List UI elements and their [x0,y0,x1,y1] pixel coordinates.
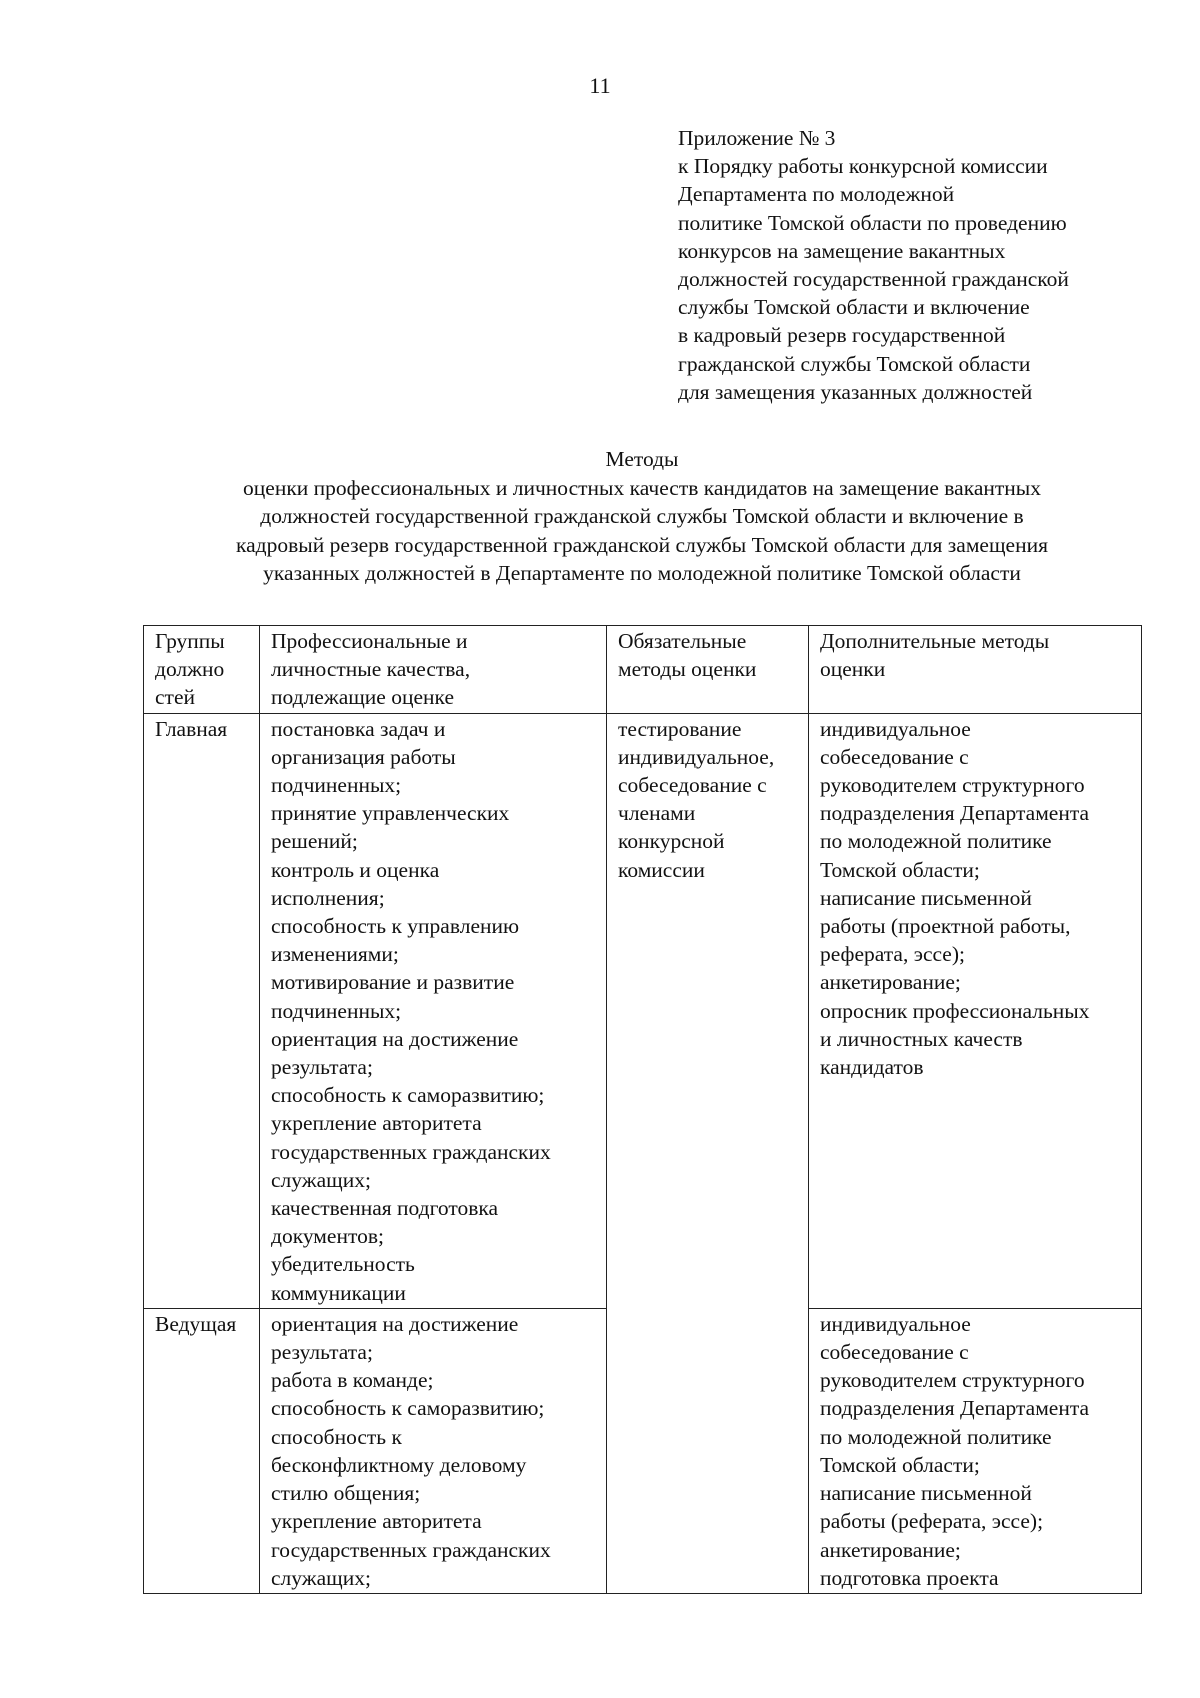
header-line: методы оценки [618,657,757,682]
cell-line: индивидуальное [820,1311,971,1336]
cell-line: постановка задач и [271,716,446,741]
cell-line: решений; [271,829,358,854]
cell-line: качественная подготовка [271,1196,499,1221]
cell-line: и личностных качеств [820,1026,1023,1051]
cell-line: служащих; [271,1565,371,1590]
appendix-line: для замещения указанных должностей [678,379,1033,404]
appendix-line: конкурсов на замещение вакантных [678,238,1006,263]
cell-line: индивидуальное [820,716,971,741]
cell-line: государственных гражданских [271,1537,551,1562]
cell-line: собеседование с [820,1340,969,1365]
header-line: стей [155,685,195,710]
mandatory-methods-cell [607,713,809,1593]
cell-line: подчиненных; [271,773,402,798]
cell-line: способность к управлению [271,914,520,939]
additional-methods-cell [809,713,1142,1308]
cell-line: руководителем структурного [820,1368,1085,1393]
appendix-line: политике Томской области по проведению [678,210,1067,235]
cell-line: Томской области; [820,857,980,882]
cell-line: результата; [271,1055,373,1080]
appendix-line: службы Томской области и включение [678,295,1030,320]
cell-line: изменениями; [271,942,399,967]
cell-line: по молодежной политике [820,1424,1052,1449]
cell-line: результата; [271,1340,373,1365]
header-line: Дополнительные методы [820,629,1050,653]
appendix-line: в кадровый резерв государственной [678,323,1006,348]
header-line: личностные качества, [271,657,471,682]
cell-line: работы (реферата, эссе); [820,1509,1044,1534]
appendix-line: Приложение № 3 [678,126,836,150]
cell-line: написание письменной [820,1481,1032,1506]
cell-line: комиссии [618,857,705,882]
page-number: 11 [589,73,611,98]
header-line: оценки [820,657,886,682]
cell-line: написание письменной [820,885,1032,910]
cell-line: членами [618,801,696,826]
cell-line: укрепление авторитета [271,1111,482,1136]
cell-line: ориентация на достижение [271,1311,519,1336]
cell-line: контроль и оценка [271,857,440,882]
table-header-row [144,626,1142,714]
additional-methods-cell [809,1308,1142,1593]
header-cell-additional [809,626,1142,714]
methods-table [143,625,1142,1594]
cell-line: собеседование с [820,744,969,769]
cell-line: мотивирование и развитие [271,970,515,995]
cell-line: государственных гражданских [271,1139,551,1164]
cell-line: бесконфликтному деловому [271,1452,527,1477]
appendix-line: к Порядку работы конкурсной комиссии [678,154,1048,179]
header-line: должно [155,657,225,682]
group-cell: Ведущая [144,1308,260,1593]
appendix-reference [678,124,1138,406]
header-cell-groups [144,626,260,714]
qualities-cell [260,1308,607,1593]
table-row [144,713,1142,1308]
cell-line: по молодежной политике [820,829,1052,854]
cell-line: подчиненных; [271,998,402,1023]
title-line: должностей государственной гражданской службы Томской области и включение в [260,504,1024,528]
title-heading: Методы [605,447,679,471]
header-cell-qualities [260,626,607,714]
header-line: Профессиональные и [271,629,468,653]
header-line: Обязательные [618,629,747,653]
cell-line: конкурсной [618,829,725,854]
cell-line: служащих; [271,1167,371,1192]
cell-line: Томской области; [820,1452,980,1477]
header-line: Группы [155,629,225,653]
cell-line: исполнения; [271,885,385,910]
group-cell: Главная [144,713,260,1308]
cell-line: анкетирование; [820,1537,961,1562]
cell-line: работа в команде; [271,1368,434,1393]
header-line: подлежащие оценке [271,685,454,710]
cell-line: подразделения Департамента [820,1396,1090,1421]
cell-line: руководителем структурного [820,773,1085,798]
qualities-cell [260,713,607,1308]
title-line: указанных должностей в Департаменте по молодежной политике Томской области [263,561,1021,585]
cell-line: способность к [271,1424,402,1449]
cell-line: организация работы [271,744,456,769]
cell-line: кандидатов [820,1055,924,1080]
cell-line: работы (проектной работы, [820,914,1071,939]
cell-line: собеседование с [618,773,767,798]
cell-line: документов; [271,1224,384,1249]
cell-line: подразделения Департамента [820,801,1090,826]
cell-line: стилю общения; [271,1481,421,1506]
title-line: кадровый резерв государственной гражданской службы Томской области для замещения [236,532,1048,557]
document-title [0,445,1200,588]
cell-line: тестирование [618,716,742,741]
cell-line: принятие управленческих [271,801,510,826]
cell-line: реферата, эссе); [820,942,965,967]
appendix-line: гражданской службы Томской области [678,351,1031,376]
header-cell-mandatory [607,626,809,714]
cell-line: анкетирование; [820,970,961,995]
cell-line: коммуникации [271,1280,406,1305]
cell-line: способность к саморазвитию; [271,1083,545,1108]
cell-line: способность к саморазвитию; [271,1396,545,1421]
cell-line: индивидуальное, [618,744,775,769]
cell-line: укрепление авторитета [271,1509,482,1534]
appendix-line: должностей государственной гражданской [678,267,1069,292]
cell-line: подготовка проекта [820,1565,999,1590]
title-line: оценки профессиональных и личностных качеств кандидатов на замещение вакантных [243,475,1041,500]
appendix-line: Департамента по молодежной [678,182,955,207]
cell-line: опросник профессиональных [820,998,1090,1023]
cell-line: ориентация на достижение [271,1026,519,1051]
cell-line: убедительность [271,1252,415,1277]
